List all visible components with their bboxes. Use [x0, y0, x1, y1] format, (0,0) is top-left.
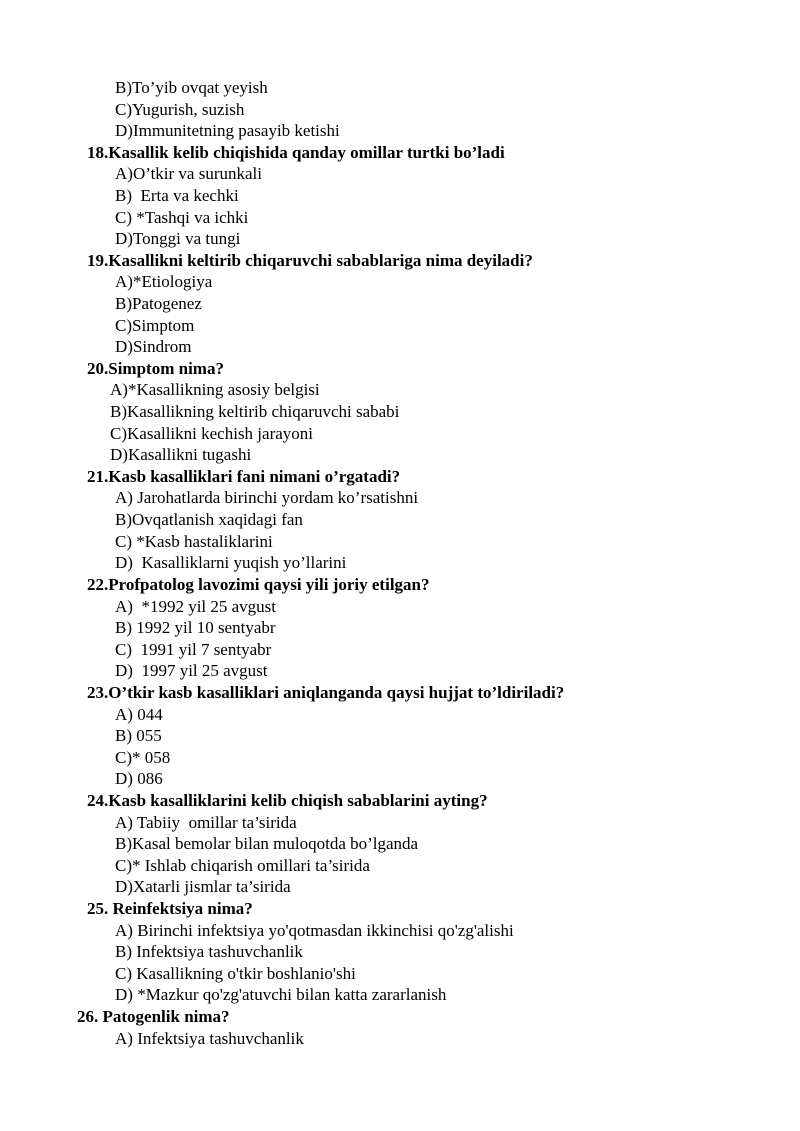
question-heading: 25. Reinfektsiya nima? [87, 899, 253, 918]
option-line: C) *Tashqi va ichki [115, 208, 249, 227]
option-line: C) 1991 yil 7 sentyabr [115, 640, 272, 659]
option-line: D)Kasallikni tugashi [110, 445, 252, 464]
option-line: B)Kasallikning keltirib chiqaruvchi sababi [110, 402, 400, 421]
option-line: B) 1992 yil 10 sentyabr [115, 618, 276, 637]
option-line: A) *1992 yil 25 avgust [115, 597, 277, 616]
option-line: D) *Mazkur qo'zg'atuvchi bilan katta zararlanish [115, 985, 447, 1004]
question-heading: 23.O’tkir kasb kasalliklari aniqlanganda qaysi hujjat to’ldiriladi? [87, 683, 565, 702]
option-line: D)Immunitetning pasayib ketishi [115, 121, 340, 140]
option-line: B) Infektsiya tashuvchanlik [115, 942, 303, 961]
option-line: A) Jarohatlarda birinchi yordam ko’rsatishni [115, 488, 419, 507]
option-line: A) Infektsiya tashuvchanlik [115, 1029, 304, 1048]
option-line: A) 044 [115, 705, 163, 724]
option-line: C)Simptom [115, 316, 195, 335]
option-line: B) 055 [115, 726, 162, 745]
option-line: D) 086 [115, 769, 163, 788]
option-line: A) Tabiiy omillar ta’sirida [115, 813, 297, 832]
option-line: A) Birinchi infektsiya yo'qotmasdan ikkinchisi qo'zg'alishi [115, 921, 514, 940]
option-line: C)Kasallikni kechish jarayoni [110, 424, 314, 443]
option-line: B) Erta va kechki [115, 186, 239, 205]
option-line: A)*Kasallikning asosiy belgisi [110, 380, 320, 399]
question-heading: 21.Kasb kasalliklari fani nimani o’rgatadi? [87, 467, 401, 486]
option-line: C)* Ishlab chiqarish omillari ta’sirida [115, 856, 370, 875]
question-heading: 22.Profpatolog lavozimi qaysi yili joriy etilgan? [87, 575, 430, 594]
option-line: C) Kasallikning o'tkir boshlanio'shi [115, 964, 356, 983]
option-line: A)*Etiologiya [115, 272, 213, 291]
question-heading: 26. Patogenlik nima? [77, 1007, 230, 1026]
question-heading: 20.Simptom nima? [87, 359, 224, 378]
option-line: B)Kasal bemolar bilan muloqotda bo’lganda [115, 834, 419, 853]
option-line: C)Yugurish, suzish [115, 100, 245, 119]
option-line: C) *Kasb hastaliklarini [115, 532, 273, 551]
question-heading: 24.Kasb kasalliklarini kelib chiqish sabablarini ayting? [87, 791, 488, 810]
option-line: C)* 058 [115, 748, 171, 767]
option-line: B)Patogenez [115, 294, 202, 313]
option-line: D) 1997 yil 25 avgust [115, 661, 268, 680]
option-line: D) Kasalliklarni yuqish yo’llarini [115, 553, 347, 572]
option-line: D)Sindrom [115, 337, 192, 356]
option-line: B)To’yib ovqat yeyish [115, 78, 268, 97]
option-line: D)Tonggi va tungi [115, 229, 241, 248]
option-line: B)Ovqatlanish xaqidagi fan [115, 510, 303, 529]
question-heading: 19.Kasallikni keltirib chiqaruvchi sabablariga nima deyiladi? [87, 251, 533, 270]
option-line: D)Xatarli jismlar ta’sirida [115, 877, 291, 896]
question-heading: 18.Kasallik kelib chiqishida qanday omillar turtki bo’ladi [87, 143, 505, 162]
option-line: A)O’tkir va surunkali [115, 164, 262, 183]
